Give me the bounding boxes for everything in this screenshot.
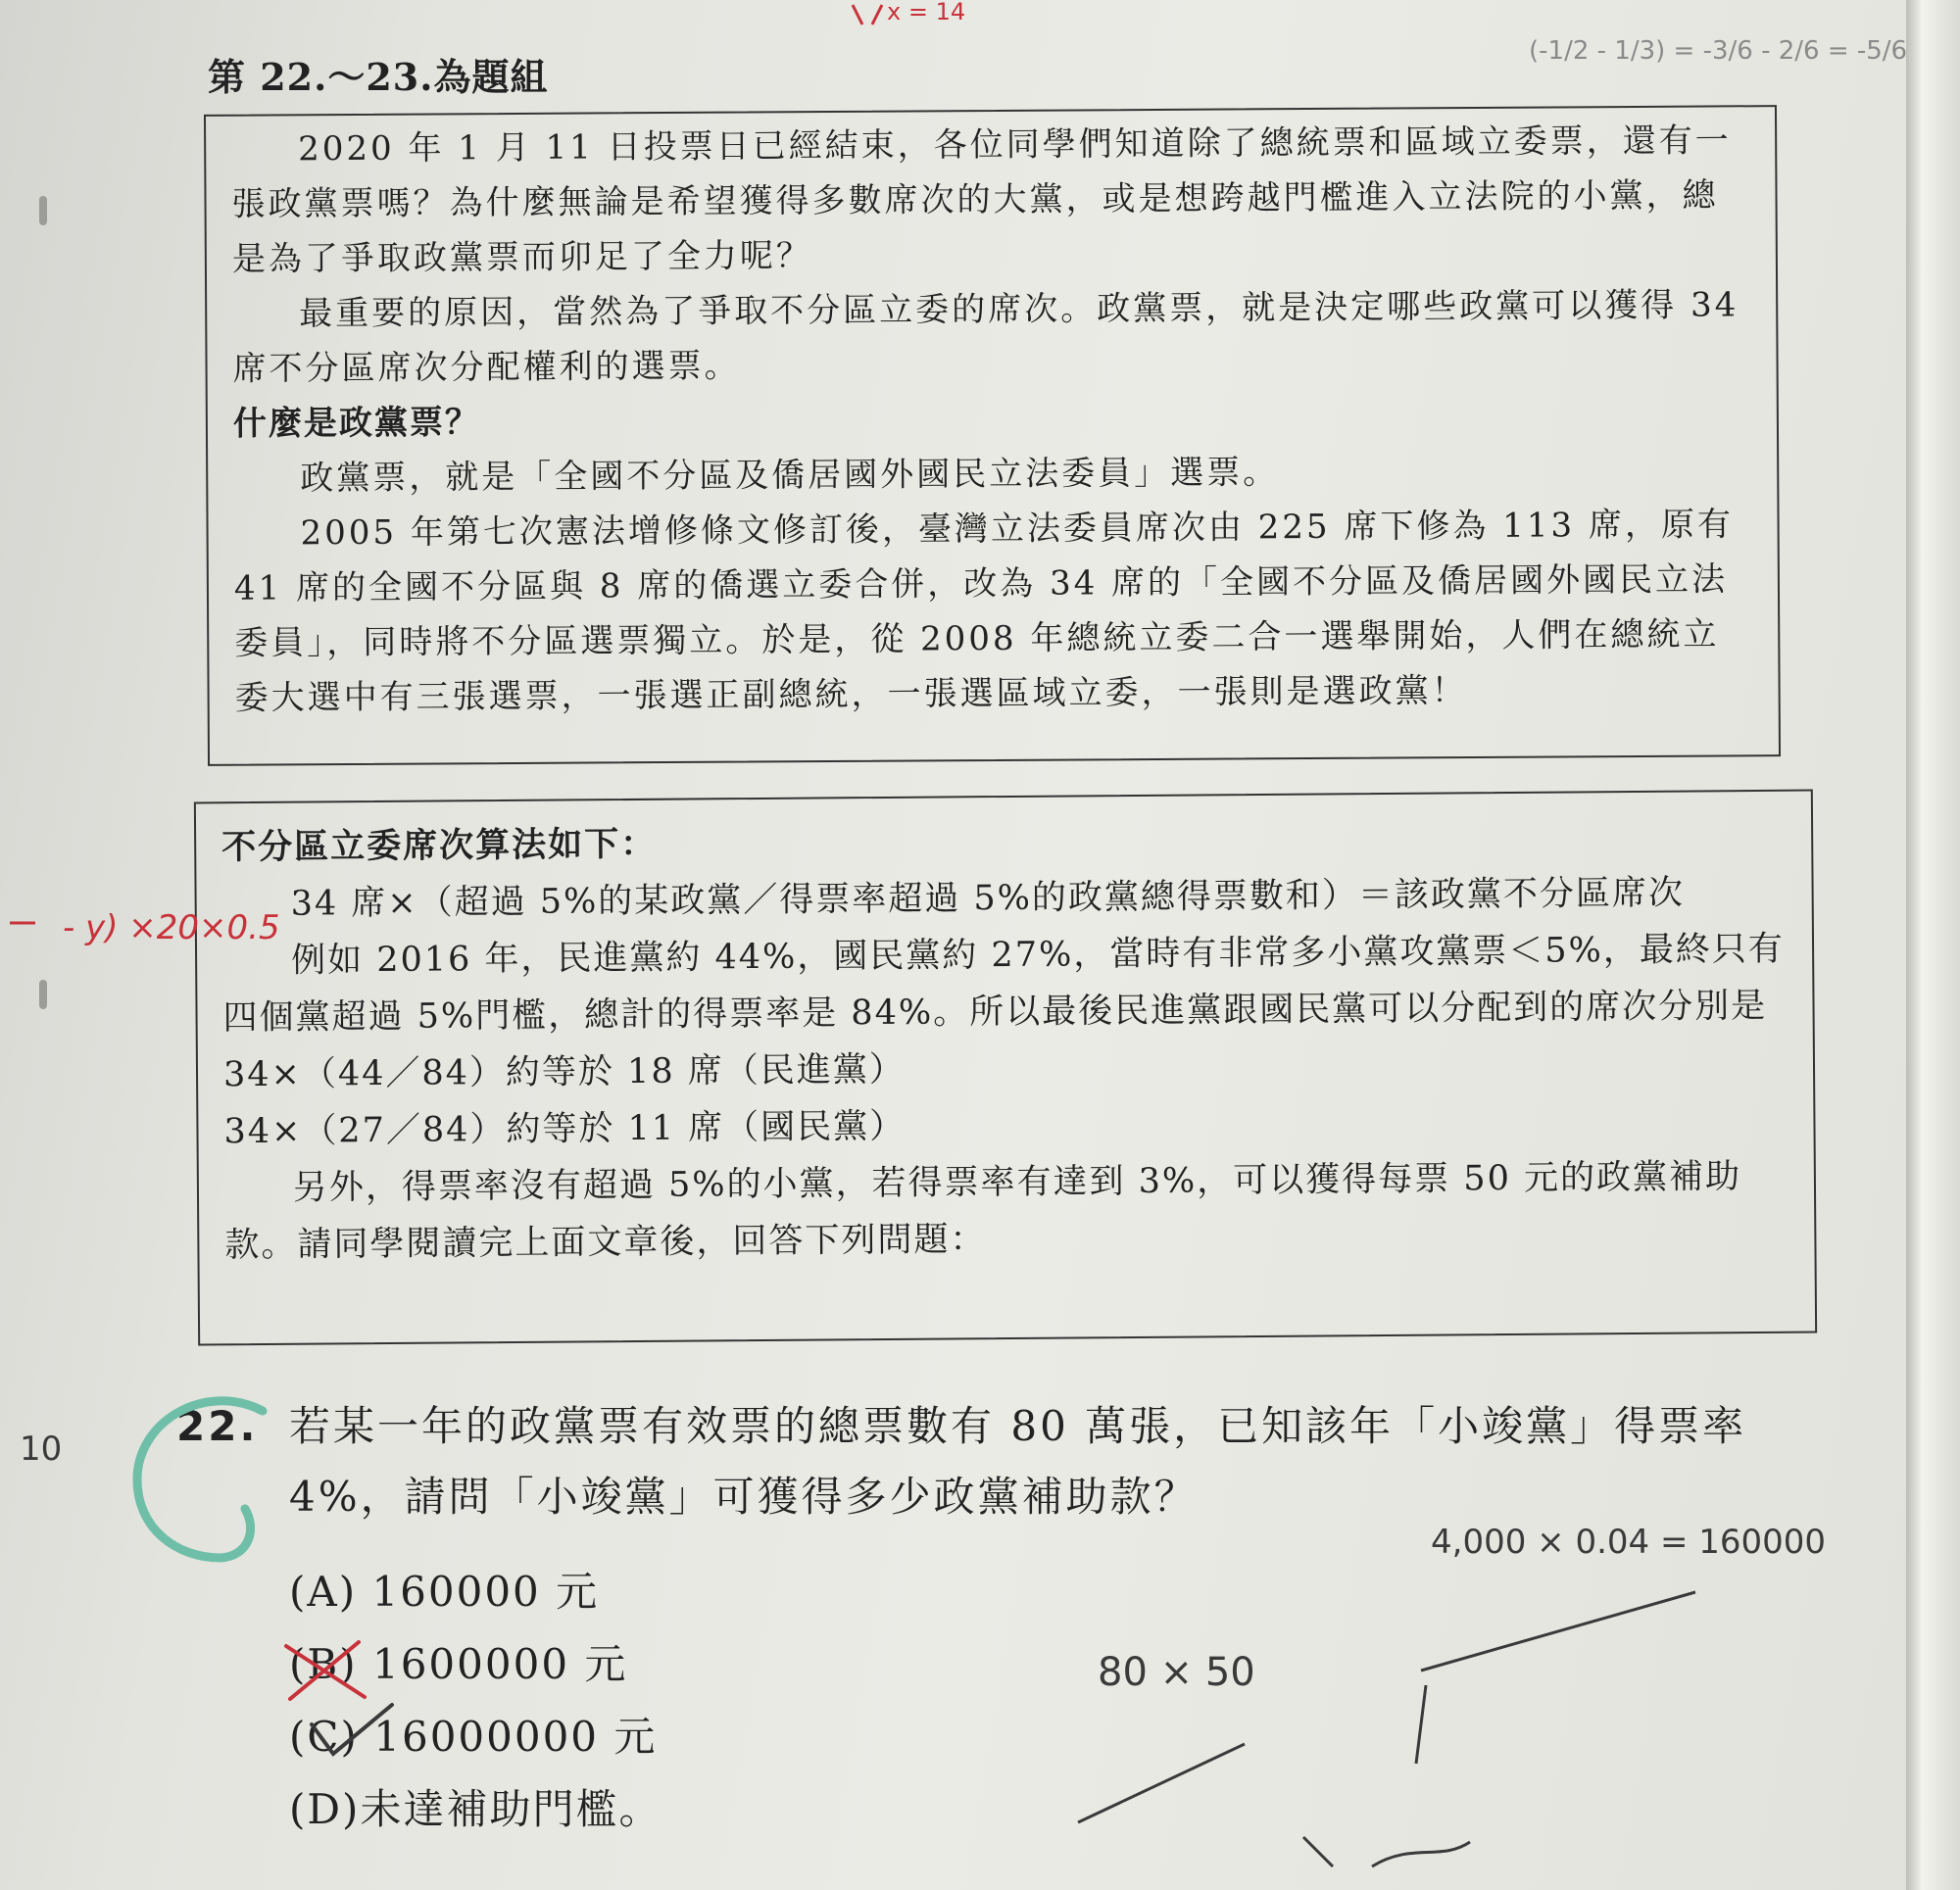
passage-heading: 不分區立委席次算法如下： — [221, 824, 658, 868]
passage-heading: 什麼是政黨票？ — [232, 403, 481, 444]
question-stem: 若某一年的政黨票有效票的總票數有 80 萬張，已知該年「小竣黨」得票率 4%，請問「小竣黨」可獲得多少政黨補助款？ — [289, 1402, 1747, 1521]
red-top-note: x = 14 — [887, 0, 966, 25]
option-b: (B) 1600000 元 — [289, 1640, 628, 1688]
pencil-calculation: 4,000 × 0.04 = 160000 — [1431, 1523, 1827, 1562]
binding-hole — [39, 196, 47, 225]
pencil-fraction-note: (-1/2 - 1/3) = -3/6 - 2/6 = -5/6 — [1529, 36, 1908, 66]
option-c: (C) 16000000 元 — [289, 1713, 658, 1761]
passage-paragraph: 2005 年第七次憲法增修條文修訂後，臺灣立法委員席次由 225 席下修為 113 席，原有 41 席的全國不分區與 8 席的僑選立委合併，改為 34 席的「全國不分區及僑居國外國民立法委員」，同時將不分區選票獨立。於是，從 2008 年總統立委二合一選舉開始，人們在總統立委大選中有三張選票，一張選正副總統，一張選區域立委，一張則是選政黨！ — [233, 505, 1735, 718]
question-group-title: 第 22.～23.為題組 — [208, 55, 549, 99]
red-margin-note: - y) ×20×0.5 — [63, 908, 280, 947]
option-d: (D)未達補助門檻。 — [289, 1785, 662, 1833]
passage-paragraph: 另外，得票率沒有超過 5%的小黨，若得票率有達到 3%，可以獲得每票 50 元的政黨補助款。請同學閱讀完上面文章後，回答下列問題： — [224, 1157, 1742, 1266]
passage-box-seat-formula — [194, 790, 1817, 1346]
question-number: 22. — [176, 1402, 259, 1450]
option-a: (A) 160000 元 — [289, 1568, 600, 1616]
seat-calculation: 34×（44／84）約等於 18 席（民進黨） — [222, 1049, 906, 1095]
answer-options — [289, 1556, 662, 1846]
seat-formula: 34 席×（超過 5%的某政黨／得票率超過 5%的政黨總得票數和）＝該政黨不分區席次 — [290, 873, 1686, 924]
passage-paragraph: 例如 2016 年，民進黨約 44%，國民黨約 27%，當時有非常多小黨攻黨票＜5%，最終只有四個黨超過 5%門檻，總計的得票率是 84%。所以最後民進黨跟國民黨可以分配到的席次分別是 — [222, 929, 1785, 1039]
passage-paragraph: 政黨票，就是「全國不分區及僑居國外國民立法委員」選票。 — [300, 453, 1280, 499]
pencil-calculation: 80 × 50 — [1098, 1650, 1255, 1695]
binding-hole — [39, 980, 47, 1009]
passage-paragraph: 最重要的原因，當然為了爭取不分區立委的席次。政黨票，就是決定哪些政黨可以獲得 34 席不分區席次分配權利的選票。 — [232, 285, 1740, 389]
passage-paragraph: 2020 年 1 月 11 日投票日已經結束，各位同學們知道除了總統票和區域立委票，還有一張政黨票嗎？為什麼無論是希望獲得多數席次的大黨，或是想跨越門檻進入立法院的小黨，總是為了爭取政黨票而卯足了全力呢？ — [231, 121, 1732, 279]
pencil-margin-number: 10 — [20, 1430, 63, 1469]
page-edge — [1906, 0, 1960, 1890]
seat-calculation: 34×（27／84）約等於 11 席（國民黨） — [223, 1106, 906, 1152]
passage-box-party-vote — [204, 105, 1781, 766]
